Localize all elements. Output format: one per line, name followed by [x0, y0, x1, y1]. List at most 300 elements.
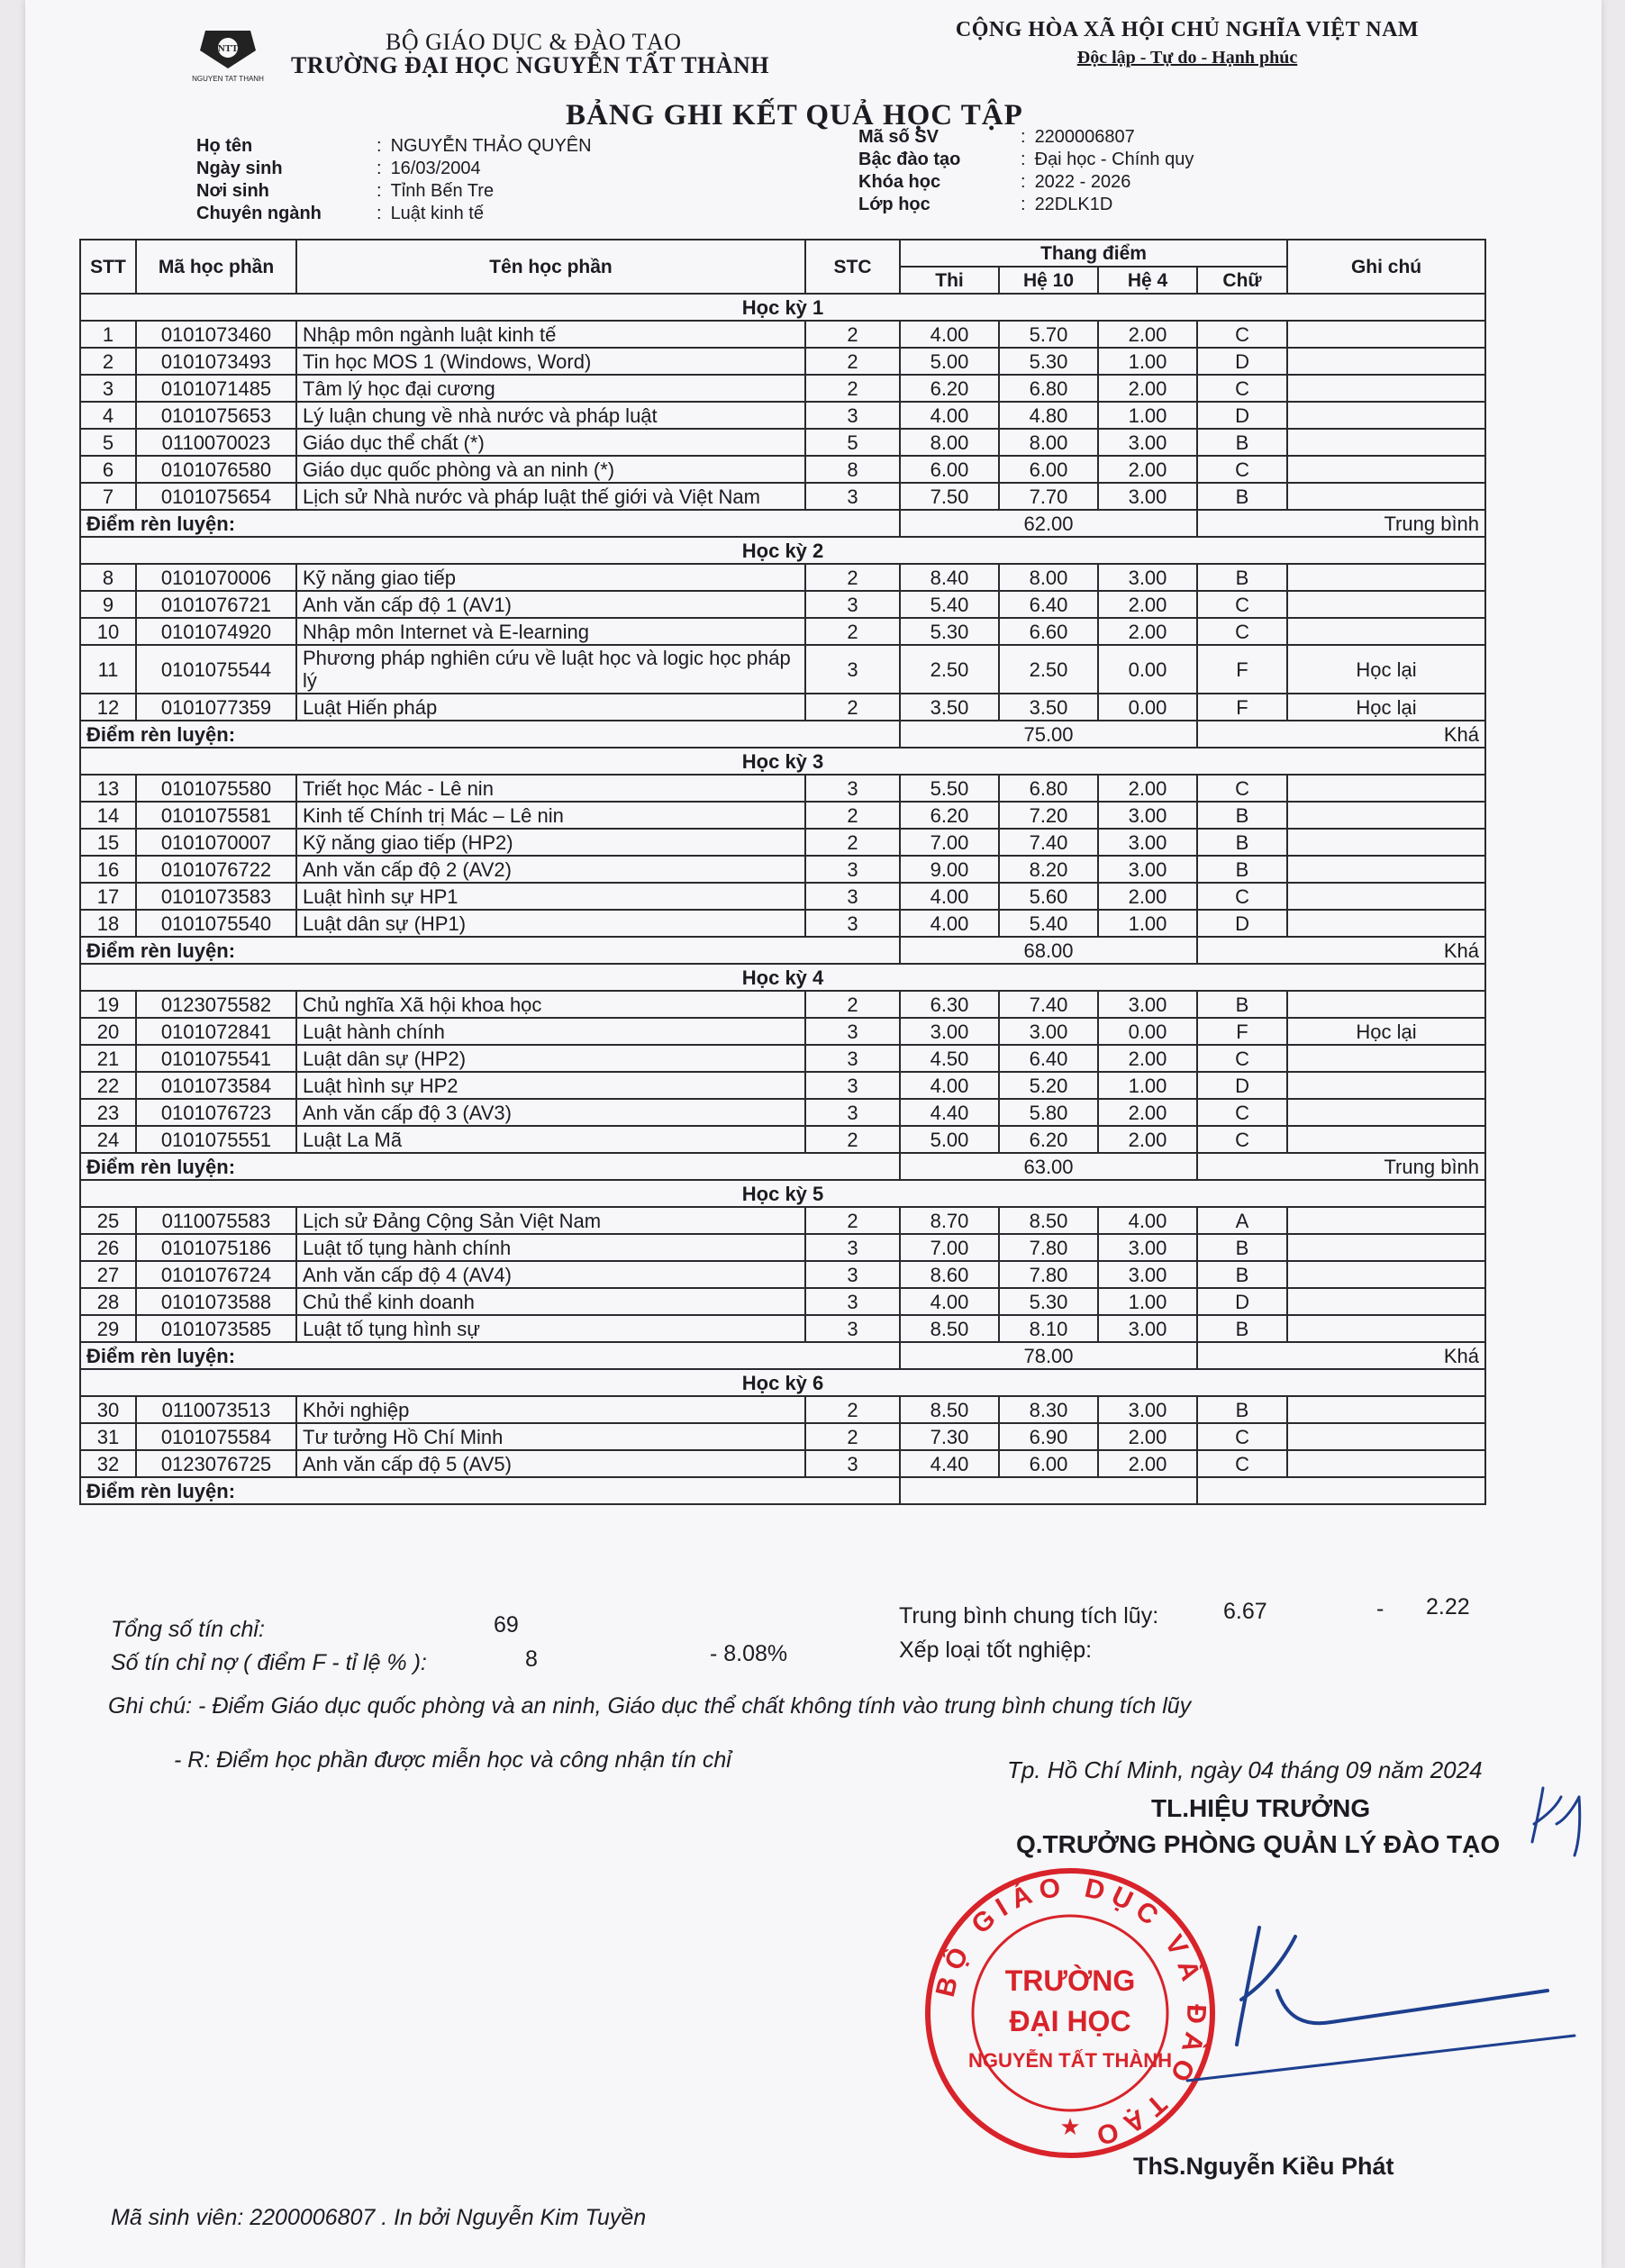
cell-code: 0101076722 [136, 856, 296, 883]
conduct-row [80, 1342, 1485, 1369]
header-stc: STC [805, 240, 900, 294]
gpa-label: Trung bình chung tích lũy: [899, 1603, 1159, 1628]
info-value: 2022 - 2026 [1034, 172, 1131, 192]
cell-code: 0101073460 [136, 321, 296, 348]
table-row [80, 456, 1485, 483]
cell-stt: 1 [80, 321, 136, 348]
cell-stc: 2 [805, 348, 900, 375]
header-scale: Thang điểm [900, 240, 1287, 267]
info-label: Họ tên [196, 136, 253, 156]
cell-stt: 20 [80, 1018, 136, 1045]
cell-thi: 3.00 [900, 1018, 999, 1045]
cell-he10: 3.50 [999, 694, 1098, 721]
grades-table [79, 239, 1486, 1505]
cell-he4: 3.00 [1098, 1261, 1197, 1288]
cell-stc: 8 [805, 456, 900, 483]
cell-note [1287, 1234, 1485, 1261]
cell-thi: 6.20 [900, 802, 999, 829]
cell-chu: C [1197, 1126, 1287, 1153]
cell-chu: B [1197, 829, 1287, 856]
cell-code: 0101075541 [136, 1045, 296, 1072]
cell-stc: 3 [805, 483, 900, 510]
cell-he4: 2.00 [1098, 456, 1197, 483]
info-row [196, 158, 592, 180]
cell-note: Học lại [1287, 1018, 1485, 1045]
conduct-label: Điểm rèn luyện: [80, 721, 900, 748]
cell-thi: 5.00 [900, 1126, 999, 1153]
cell-stt: 25 [80, 1207, 136, 1234]
cell-chu: C [1197, 1450, 1287, 1477]
cell-stt: 27 [80, 1261, 136, 1288]
cell-stt: 29 [80, 1315, 136, 1342]
header-he4: Hệ 4 [1098, 267, 1197, 294]
cell-name: Triết học Mác - Lê nin [296, 775, 805, 802]
cell-stt: 32 [80, 1450, 136, 1477]
cell-thi: 4.00 [900, 402, 999, 429]
cell-name: Kỹ năng giao tiếp [296, 564, 805, 591]
cell-he10: 4.80 [999, 402, 1098, 429]
cell-chu: C [1197, 883, 1287, 910]
table-row [80, 910, 1485, 937]
cell-note [1287, 564, 1485, 591]
cell-he10: 6.00 [999, 1450, 1098, 1477]
cell-chu: C [1197, 775, 1287, 802]
cell-he4: 2.00 [1098, 1099, 1197, 1126]
cell-chu: D [1197, 1288, 1287, 1315]
nation-motto: Độc lập - Tự do - Hạnh phúc [1076, 48, 1298, 68]
table-row [80, 1072, 1485, 1099]
semester-label: Học kỳ 6 [80, 1369, 1485, 1396]
header-stt: STT [80, 240, 136, 294]
cell-name: Luật Hiến pháp [296, 694, 805, 721]
nation-header [935, 18, 1439, 68]
cell-note [1287, 1450, 1485, 1477]
cell-stc: 3 [805, 1288, 900, 1315]
cell-he10: 3.00 [999, 1018, 1098, 1045]
nation-name: CỘNG HÒA XÃ HỘI CHỦ NGHĨA VIỆT NAM [955, 18, 1420, 41]
cell-name: Luật La Mã [296, 1126, 805, 1153]
cell-note [1287, 618, 1485, 645]
cell-he10: 6.40 [999, 591, 1098, 618]
cell-stt: 30 [80, 1396, 136, 1423]
info-value: Đại học - Chính quy [1034, 150, 1194, 169]
cell-name: Tin học MOS 1 (Windows, Word) [296, 348, 805, 375]
cell-he10: 5.60 [999, 883, 1098, 910]
info-row [858, 194, 1194, 216]
header-name: Tên học phần [296, 240, 805, 294]
cell-thi: 2.50 [900, 645, 999, 694]
svg-text:NTT: NTT [217, 43, 239, 54]
semester-label: Học kỳ 3 [80, 748, 1485, 775]
cell-name: Anh văn cấp độ 5 (AV5) [296, 1450, 805, 1477]
semester-header-row [80, 748, 1485, 775]
table-row [80, 483, 1485, 510]
info-colon: : [377, 204, 382, 223]
semester-header-row [80, 1180, 1485, 1207]
cell-chu: A [1197, 1207, 1287, 1234]
cell-stt: 18 [80, 910, 136, 937]
table-row [80, 429, 1485, 456]
cell-code: 0101075186 [136, 1234, 296, 1261]
cell-stc: 3 [805, 883, 900, 910]
cell-code: 0101073588 [136, 1288, 296, 1315]
cell-name: Luật tố tụng hành chính [296, 1234, 805, 1261]
cell-code: 0101075551 [136, 1126, 296, 1153]
cell-stt: 12 [80, 694, 136, 721]
cell-he10: 8.10 [999, 1315, 1098, 1342]
cell-chu: B [1197, 1234, 1287, 1261]
cell-name: Tư tưởng Hồ Chí Minh [296, 1423, 805, 1450]
conduct-score: 75.00 [900, 721, 1197, 748]
stamp-line-2: ĐẠI HỌC [1009, 2005, 1131, 2037]
info-colon: : [377, 181, 382, 201]
conduct-rank: Khá [1197, 1342, 1485, 1369]
cell-chu: C [1197, 321, 1287, 348]
cell-he10: 8.30 [999, 1396, 1098, 1423]
cell-code: 0123075582 [136, 991, 296, 1018]
cell-chu: B [1197, 1396, 1287, 1423]
cell-chu: D [1197, 1072, 1287, 1099]
conduct-rank: Trung bình [1197, 510, 1485, 537]
info-colon: : [1021, 172, 1026, 192]
cell-stt: 6 [80, 456, 136, 483]
cell-note [1287, 775, 1485, 802]
cell-stc: 3 [805, 591, 900, 618]
cell-note [1287, 375, 1485, 402]
cell-he4: 3.00 [1098, 1396, 1197, 1423]
conduct-score: 63.00 [900, 1153, 1197, 1180]
info-label: Mã số SV [858, 127, 939, 147]
graduation-rank-label: Xếp loại tốt nghiệp: [899, 1637, 1093, 1663]
cell-stc: 2 [805, 1423, 900, 1450]
cell-name: Giáo dục thể chất (*) [296, 429, 805, 456]
cell-code: 0101076580 [136, 456, 296, 483]
debt-percent: - 8.08% [710, 1641, 788, 1666]
table-row [80, 1450, 1485, 1477]
cell-note [1287, 456, 1485, 483]
cell-stt: 10 [80, 618, 136, 645]
cell-note [1287, 1315, 1485, 1342]
table-row [80, 1396, 1485, 1423]
conduct-score: 78.00 [900, 1342, 1197, 1369]
cell-he10: 6.00 [999, 456, 1098, 483]
cell-note: Học lại [1287, 694, 1485, 721]
initials-icon [1525, 1779, 1597, 1860]
cell-he4: 0.00 [1098, 645, 1197, 694]
cell-name: Kỹ năng giao tiếp (HP2) [296, 829, 805, 856]
cell-chu: F [1197, 1018, 1287, 1045]
transcript-paper [25, 0, 1602, 2268]
table-row [80, 829, 1485, 856]
cell-name: Nhập môn Internet và E-learning [296, 618, 805, 645]
cell-note [1287, 1099, 1485, 1126]
cell-stt: 5 [80, 429, 136, 456]
cell-name: Luật tố tụng hình sự [296, 1315, 805, 1342]
cell-he4: 1.00 [1098, 910, 1197, 937]
cell-thi: 4.00 [900, 1072, 999, 1099]
stamp-ring-text: BỘ GIÁO DỤC VÀ ĐÀO TẠO [930, 1872, 1212, 2153]
cell-code: 0101075654 [136, 483, 296, 510]
cell-thi: 4.40 [900, 1099, 999, 1126]
cell-stt: 4 [80, 402, 136, 429]
cell-he4: 4.00 [1098, 1207, 1197, 1234]
cell-he4: 1.00 [1098, 402, 1197, 429]
stamp-line-3: NGUYỄN TẤT THÀNH [967, 2049, 1173, 2072]
table-row [80, 564, 1485, 591]
cell-stc: 3 [805, 402, 900, 429]
table-row [80, 618, 1485, 645]
cell-code: 0101076721 [136, 591, 296, 618]
cell-thi: 7.00 [900, 1234, 999, 1261]
conduct-label: Điểm rèn luyện: [80, 937, 900, 964]
cell-he10: 5.30 [999, 348, 1098, 375]
cell-stc: 2 [805, 375, 900, 402]
cell-note [1287, 856, 1485, 883]
cell-note [1287, 1423, 1485, 1450]
cell-code: 0101072841 [136, 1018, 296, 1045]
cell-stt: 9 [80, 591, 136, 618]
cell-code: 0101075584 [136, 1423, 296, 1450]
table-row [80, 645, 1485, 694]
info-colon: : [1021, 195, 1026, 214]
info-row [858, 171, 1194, 194]
conduct-label: Điểm rèn luyện: [80, 1153, 900, 1180]
cell-note [1287, 1288, 1485, 1315]
cell-chu: C [1197, 456, 1287, 483]
cell-he4: 3.00 [1098, 564, 1197, 591]
cell-thi: 8.60 [900, 1261, 999, 1288]
cell-name: Luật hình sự HP2 [296, 1072, 805, 1099]
school-name: TRƯỜNG ĐẠI HỌC NGUYỄN TẤT THÀNH [291, 52, 769, 78]
conduct-row [80, 721, 1485, 748]
signer-name: ThS.Nguyễn Kiều Phát [1133, 2153, 1394, 2180]
cell-he4: 2.00 [1098, 1450, 1197, 1477]
table-row [80, 694, 1485, 721]
gpa-4: 2.22 [1426, 1594, 1470, 1619]
semester-label: Học kỳ 4 [80, 964, 1485, 991]
info-value: NGUYỄN THẢO QUYÊN [390, 136, 592, 156]
table-row [80, 775, 1485, 802]
cell-note [1287, 1207, 1485, 1234]
debt-credits-label: Số tín chỉ nợ ( điểm F - tỉ lệ % ): [111, 1650, 427, 1675]
cell-chu: D [1197, 348, 1287, 375]
cell-chu: C [1197, 591, 1287, 618]
cell-he4: 1.00 [1098, 1072, 1197, 1099]
table-row [80, 321, 1485, 348]
cell-note [1287, 1072, 1485, 1099]
cell-code: 0110075583 [136, 1207, 296, 1234]
table-row [80, 883, 1485, 910]
cell-thi: 4.00 [900, 883, 999, 910]
cell-he10: 8.00 [999, 429, 1098, 456]
cell-code: 0123076725 [136, 1450, 296, 1477]
cell-note [1287, 802, 1485, 829]
cell-he10: 7.70 [999, 483, 1098, 510]
conduct-score [900, 1477, 1197, 1504]
cell-chu: B [1197, 802, 1287, 829]
cell-he4: 3.00 [1098, 856, 1197, 883]
cell-name: Chủ thể kinh doanh [296, 1288, 805, 1315]
cell-code: 0101075580 [136, 775, 296, 802]
cell-thi: 4.50 [900, 1045, 999, 1072]
cell-he4: 0.00 [1098, 1018, 1197, 1045]
cell-stt: 28 [80, 1288, 136, 1315]
cell-chu: D [1197, 402, 1287, 429]
cell-chu: B [1197, 564, 1287, 591]
cell-chu: B [1197, 429, 1287, 456]
info-label: Nơi sinh [196, 181, 269, 201]
student-info-left [196, 135, 592, 225]
cell-chu: C [1197, 1045, 1287, 1072]
info-row [858, 126, 1194, 149]
cell-thi: 7.30 [900, 1423, 999, 1450]
cell-he4: 2.00 [1098, 1045, 1197, 1072]
cell-he10: 2.50 [999, 645, 1098, 694]
cell-name: Lịch sử Nhà nước và pháp luật thế giới và Việt Nam [296, 483, 805, 510]
cell-thi: 4.40 [900, 1450, 999, 1477]
conduct-rank: Khá [1197, 937, 1485, 964]
cell-he4: 2.00 [1098, 775, 1197, 802]
cell-stt: 14 [80, 802, 136, 829]
cell-code: 0101071485 [136, 375, 296, 402]
header-chu: Chữ [1197, 267, 1287, 294]
gpa-dash: - [1376, 1596, 1384, 1621]
cell-stt: 11 [80, 645, 136, 694]
cell-name: Khởi nghiệp [296, 1396, 805, 1423]
cell-he10: 5.70 [999, 321, 1098, 348]
table-row [80, 1315, 1485, 1342]
cell-he10: 8.50 [999, 1207, 1098, 1234]
info-colon: : [1021, 150, 1026, 169]
info-value: 2200006807 [1034, 127, 1135, 147]
table-row [80, 1423, 1485, 1450]
cell-he10: 6.90 [999, 1423, 1098, 1450]
cell-thi: 3.50 [900, 694, 999, 721]
table-row [80, 1234, 1485, 1261]
cell-stt: 15 [80, 829, 136, 856]
info-colon: : [1021, 127, 1026, 147]
cell-chu: B [1197, 1261, 1287, 1288]
cell-he10: 8.20 [999, 856, 1098, 883]
cell-stc: 2 [805, 802, 900, 829]
semester-header-row [80, 1369, 1485, 1396]
cell-stc: 2 [805, 1396, 900, 1423]
cell-chu: C [1197, 1099, 1287, 1126]
semester-header-row [80, 964, 1485, 991]
cell-stc: 3 [805, 1450, 900, 1477]
cell-code: 0101073585 [136, 1315, 296, 1342]
cell-name: Tâm lý học đại cương [296, 375, 805, 402]
school-logo-icon [178, 23, 277, 86]
cell-thi: 8.00 [900, 429, 999, 456]
cell-code: 0110073513 [136, 1396, 296, 1423]
info-row [196, 180, 592, 203]
cell-chu: F [1197, 694, 1287, 721]
cell-stc: 2 [805, 694, 900, 721]
cell-stc: 3 [805, 1072, 900, 1099]
cell-he4: 2.00 [1098, 618, 1197, 645]
cell-chu: B [1197, 856, 1287, 883]
ministry-name: BỘ GIÁO DỤC & ĐÀO TẠO [386, 29, 682, 55]
cell-name: Luật hình sự HP1 [296, 883, 805, 910]
cell-code: 0101073583 [136, 883, 296, 910]
header-code: Mã học phần [136, 240, 296, 294]
note-line-1: Ghi chú: - Điểm Giáo dục quốc phòng và an ninh, Giáo dục thể chất không tính vào trung bình chung tích lũy [108, 1693, 1192, 1719]
debt-credits-value: 8 [525, 1647, 538, 1672]
cell-he4: 2.00 [1098, 321, 1197, 348]
cell-stc: 2 [805, 618, 900, 645]
cell-stc: 3 [805, 1315, 900, 1342]
cell-he10: 6.20 [999, 1126, 1098, 1153]
cell-name: Luật dân sự (HP1) [296, 910, 805, 937]
cell-code: 0101074920 [136, 618, 296, 645]
cell-name: Anh văn cấp độ 1 (AV1) [296, 591, 805, 618]
cell-stc: 2 [805, 991, 900, 1018]
semester-label: Học kỳ 1 [80, 294, 1485, 321]
cell-note [1287, 829, 1485, 856]
cell-he4: 1.00 [1098, 348, 1197, 375]
info-label: Lớp học [858, 195, 931, 214]
cell-he4: 3.00 [1098, 991, 1197, 1018]
cell-thi: 4.00 [900, 321, 999, 348]
info-colon: : [377, 159, 382, 178]
cell-name: Anh văn cấp độ 4 (AV4) [296, 1261, 805, 1288]
cell-code: 0110070023 [136, 429, 296, 456]
cell-thi: 5.40 [900, 591, 999, 618]
cell-he4: 2.00 [1098, 375, 1197, 402]
cell-code: 0101073493 [136, 348, 296, 375]
cell-he10: 8.00 [999, 564, 1098, 591]
cell-stc: 3 [805, 1099, 900, 1126]
cell-note [1287, 1045, 1485, 1072]
cell-stc: 5 [805, 429, 900, 456]
cell-stt: 31 [80, 1423, 136, 1450]
cell-note [1287, 591, 1485, 618]
cell-thi: 7.00 [900, 829, 999, 856]
cell-chu: C [1197, 1423, 1287, 1450]
place-date: Tp. Hồ Chí Minh, ngày 04 tháng 09 năm 2024 [1007, 1756, 1483, 1783]
info-label: Ngày sinh [196, 159, 283, 178]
cell-code: 0101073584 [136, 1072, 296, 1099]
table-row [80, 1207, 1485, 1234]
cell-note [1287, 1396, 1485, 1423]
cell-thi: 9.00 [900, 856, 999, 883]
signature-line-2: Q.TRƯỞNG PHÒNG QUẢN LÝ ĐÀO TẠO [1016, 1830, 1501, 1858]
cell-he4: 3.00 [1098, 1315, 1197, 1342]
conduct-rank [1197, 1477, 1485, 1504]
table-row [80, 991, 1485, 1018]
cell-stt: 3 [80, 375, 136, 402]
cell-he10: 5.20 [999, 1072, 1098, 1099]
cell-note: Học lại [1287, 645, 1485, 694]
cell-name: Lý luận chung về nhà nước và pháp luật [296, 402, 805, 429]
cell-he10: 6.60 [999, 618, 1098, 645]
cell-name: Nhập môn ngành luật kinh tế [296, 321, 805, 348]
logo-text: NGUYEN TAT THANH [192, 75, 264, 83]
cell-stc: 2 [805, 1126, 900, 1153]
cell-code: 0101077359 [136, 694, 296, 721]
cell-stc: 3 [805, 1045, 900, 1072]
cell-stt: 26 [80, 1234, 136, 1261]
cell-code: 0101076724 [136, 1261, 296, 1288]
total-credits-value: 69 [494, 1612, 519, 1637]
cell-code: 0101076723 [136, 1099, 296, 1126]
table-row [80, 1045, 1485, 1072]
total-credits-label: Tổng số tín chỉ: [111, 1617, 265, 1642]
cell-note [1287, 321, 1485, 348]
cell-name: Lịch sử Đảng Cộng Sản Việt Nam [296, 1207, 805, 1234]
cell-note [1287, 1261, 1485, 1288]
